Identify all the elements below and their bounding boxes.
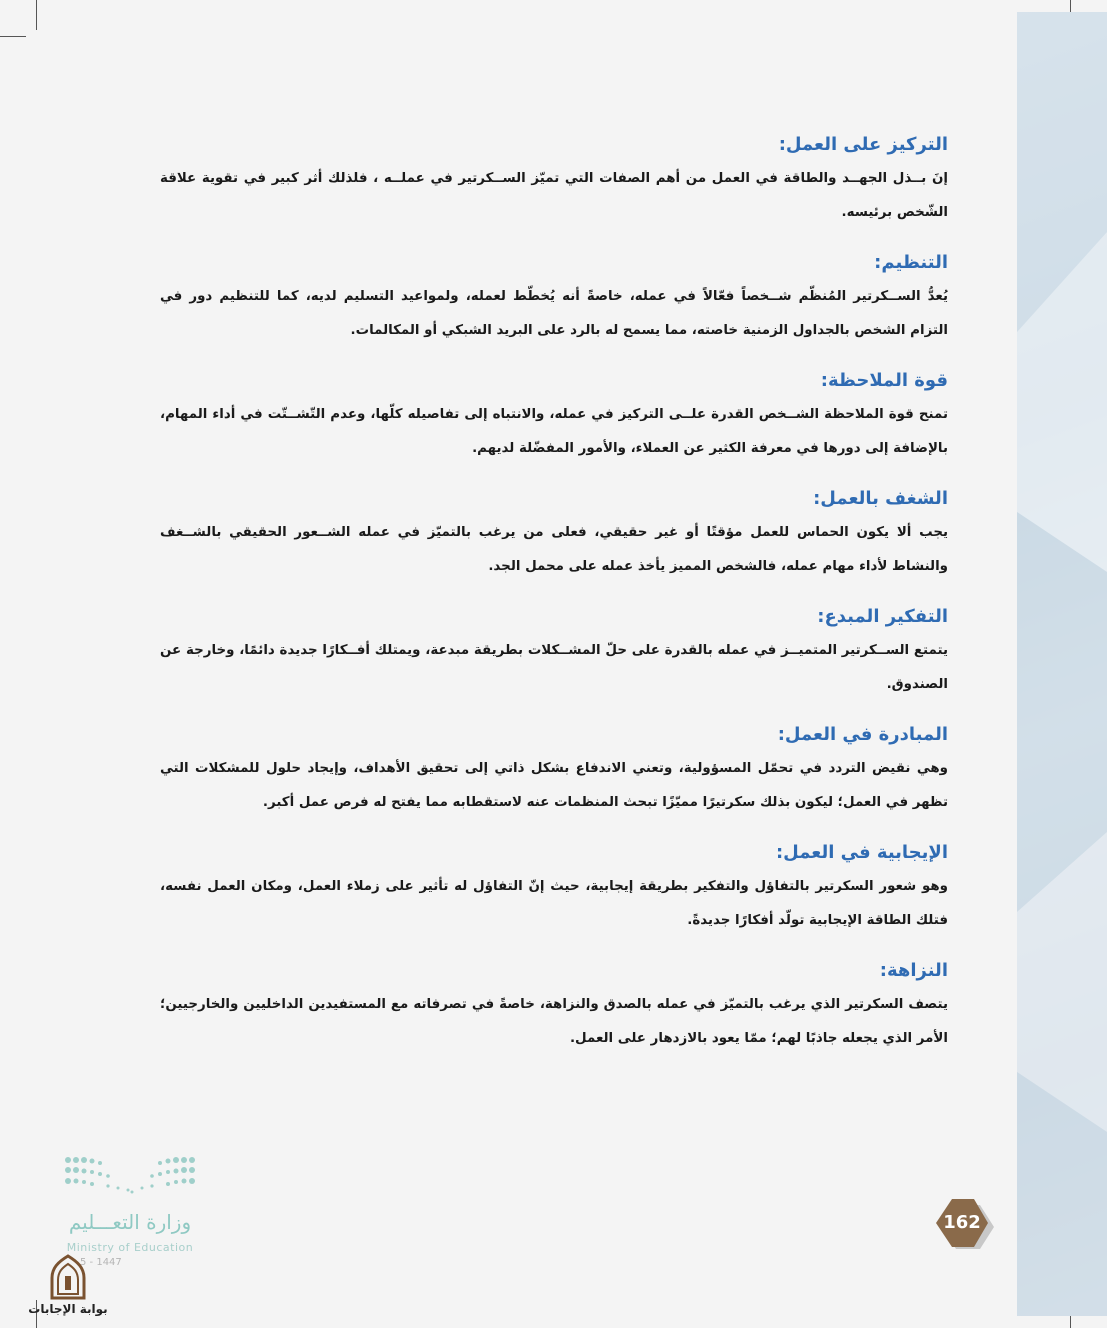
section-positivity	[160, 836, 948, 938]
section-heading: المبادرة في العمل:	[777, 724, 948, 745]
section-paragraph: يجب ألا يكون الحماس للعمل مؤقتًا أو غير حقيقي، فعلى من يرغب بالتميّز في عمله الشــعور الحقيقي بالشــغف والنشاط لأداء مهام عمله، فالشخص المميز يأخذ عمله على محمل الجد.	[160, 525, 948, 574]
section-heading: الإيجابية في العمل:	[775, 842, 948, 863]
portal-name: بوابة الإجابات	[28, 1302, 108, 1316]
page-number-badge	[934, 1198, 990, 1248]
section-passion	[160, 482, 948, 584]
side-band-facets	[1017, 12, 1107, 1316]
section-creative-thinking	[160, 600, 948, 702]
section-paragraph: وهو شعور السكرتير بالتفاؤل والتفكير بطريقة إيجابية، حيث إنّ التفاؤل له تأثير على زملاء العمل، ومكان العمل نفسه، فتلك الطاقة الإيجابية تولّد أفكارًا جديدةً.	[160, 879, 948, 928]
section-heading: التفكير المبدع:	[817, 606, 948, 627]
section-initiative	[160, 718, 948, 820]
section-organization	[160, 246, 948, 348]
ministry-logo	[60, 1150, 210, 1270]
section-paragraph: إنَ بــذل الجهــد والطاقة في العمل من أهم الصفات التي تميّز الســكرتير في عملــه ، فلذلك أثر كبير في تقوية علاقة الشّخص برئيسه.	[160, 171, 948, 220]
section-heading: قوة الملاحظة:	[820, 370, 948, 391]
ministry-name-english: Ministry of Education	[66, 1241, 194, 1254]
page-number: 162	[943, 1212, 981, 1233]
ministry-year: 5 - 1447	[80, 1257, 122, 1268]
section-heading: التنظيم:	[874, 252, 948, 273]
section-paragraph: يتصف السكرتير الذي يرغب بالتميّز في عمله بالصدق والنزاهة، خاصةً في تصرفاته مع المستفيدين الداخليين والخارجيين؛ الأمر الذي يجعله جاذبًا لهم؛ ممّا يعود بالازدهار على العمل.	[160, 997, 948, 1046]
main-content	[160, 128, 948, 1072]
section-paragraph: تمنح قوة الملاحظة الشــخص القدرة علــى التركيز في عمله، والانتباه إلى تفاصيله كلّها، وعدم التّشــتّت في أداء المهام، بالإضافة إلى دورها في معرفة الكثير عن العملاء، والأمور المفضّلة لديهم.	[160, 407, 948, 456]
ministry-name-arabic: وزارة التعـــليم	[68, 1210, 192, 1234]
section-observation	[160, 364, 948, 466]
portal-lantern-icon	[46, 1254, 90, 1300]
portal-watermark	[28, 1254, 108, 1322]
section-heading: الشغف بالعمل:	[813, 488, 948, 509]
section-paragraph: يُعدُّ الســكرتير المُنظّم شــخصاً فعّالاً في عمله، خاصةً أنه يُخطّط لعمله، ولمواعيد التسليم لديه، كما للتنظيم دور في التزام الشخص بالجداول الزمنية خاصته، مما يسمح له بالرد على البريد الشبكي أو المكالمات.	[160, 289, 948, 338]
section-integrity	[160, 954, 948, 1056]
decorative-side-band	[1017, 12, 1107, 1316]
section-work-focus	[160, 128, 948, 230]
crop-mark-top-left-v	[36, 0, 37, 30]
section-heading: النزاهة:	[879, 960, 948, 981]
section-paragraph: وهي نقيض التردد في تحمّل المسؤولية، وتعني الاندفاع بشكل ذاتي إلى تحقيق الأهداف، وإيجاد حلول للمشكلات التي تظهر في العمل؛ ليكون بذلك سكرتيرًا مميّزًا تبحث المنظمات عنه لاستقطابه مما يفتح له فرص عمل أكبر.	[160, 761, 948, 810]
section-heading: التركيز على العمل:	[778, 134, 948, 155]
ministry-dots-icon	[60, 1150, 200, 1200]
crop-mark-top-left-h	[0, 36, 26, 37]
section-paragraph: يتمتع الســكرتير المتميــز في عمله بالقدرة على حلّ المشــكلات بطريقة مبدعة، ويمتلك أفــكارًا جديدة دائمًا، وخارجة عن الصندوق.	[160, 643, 948, 692]
